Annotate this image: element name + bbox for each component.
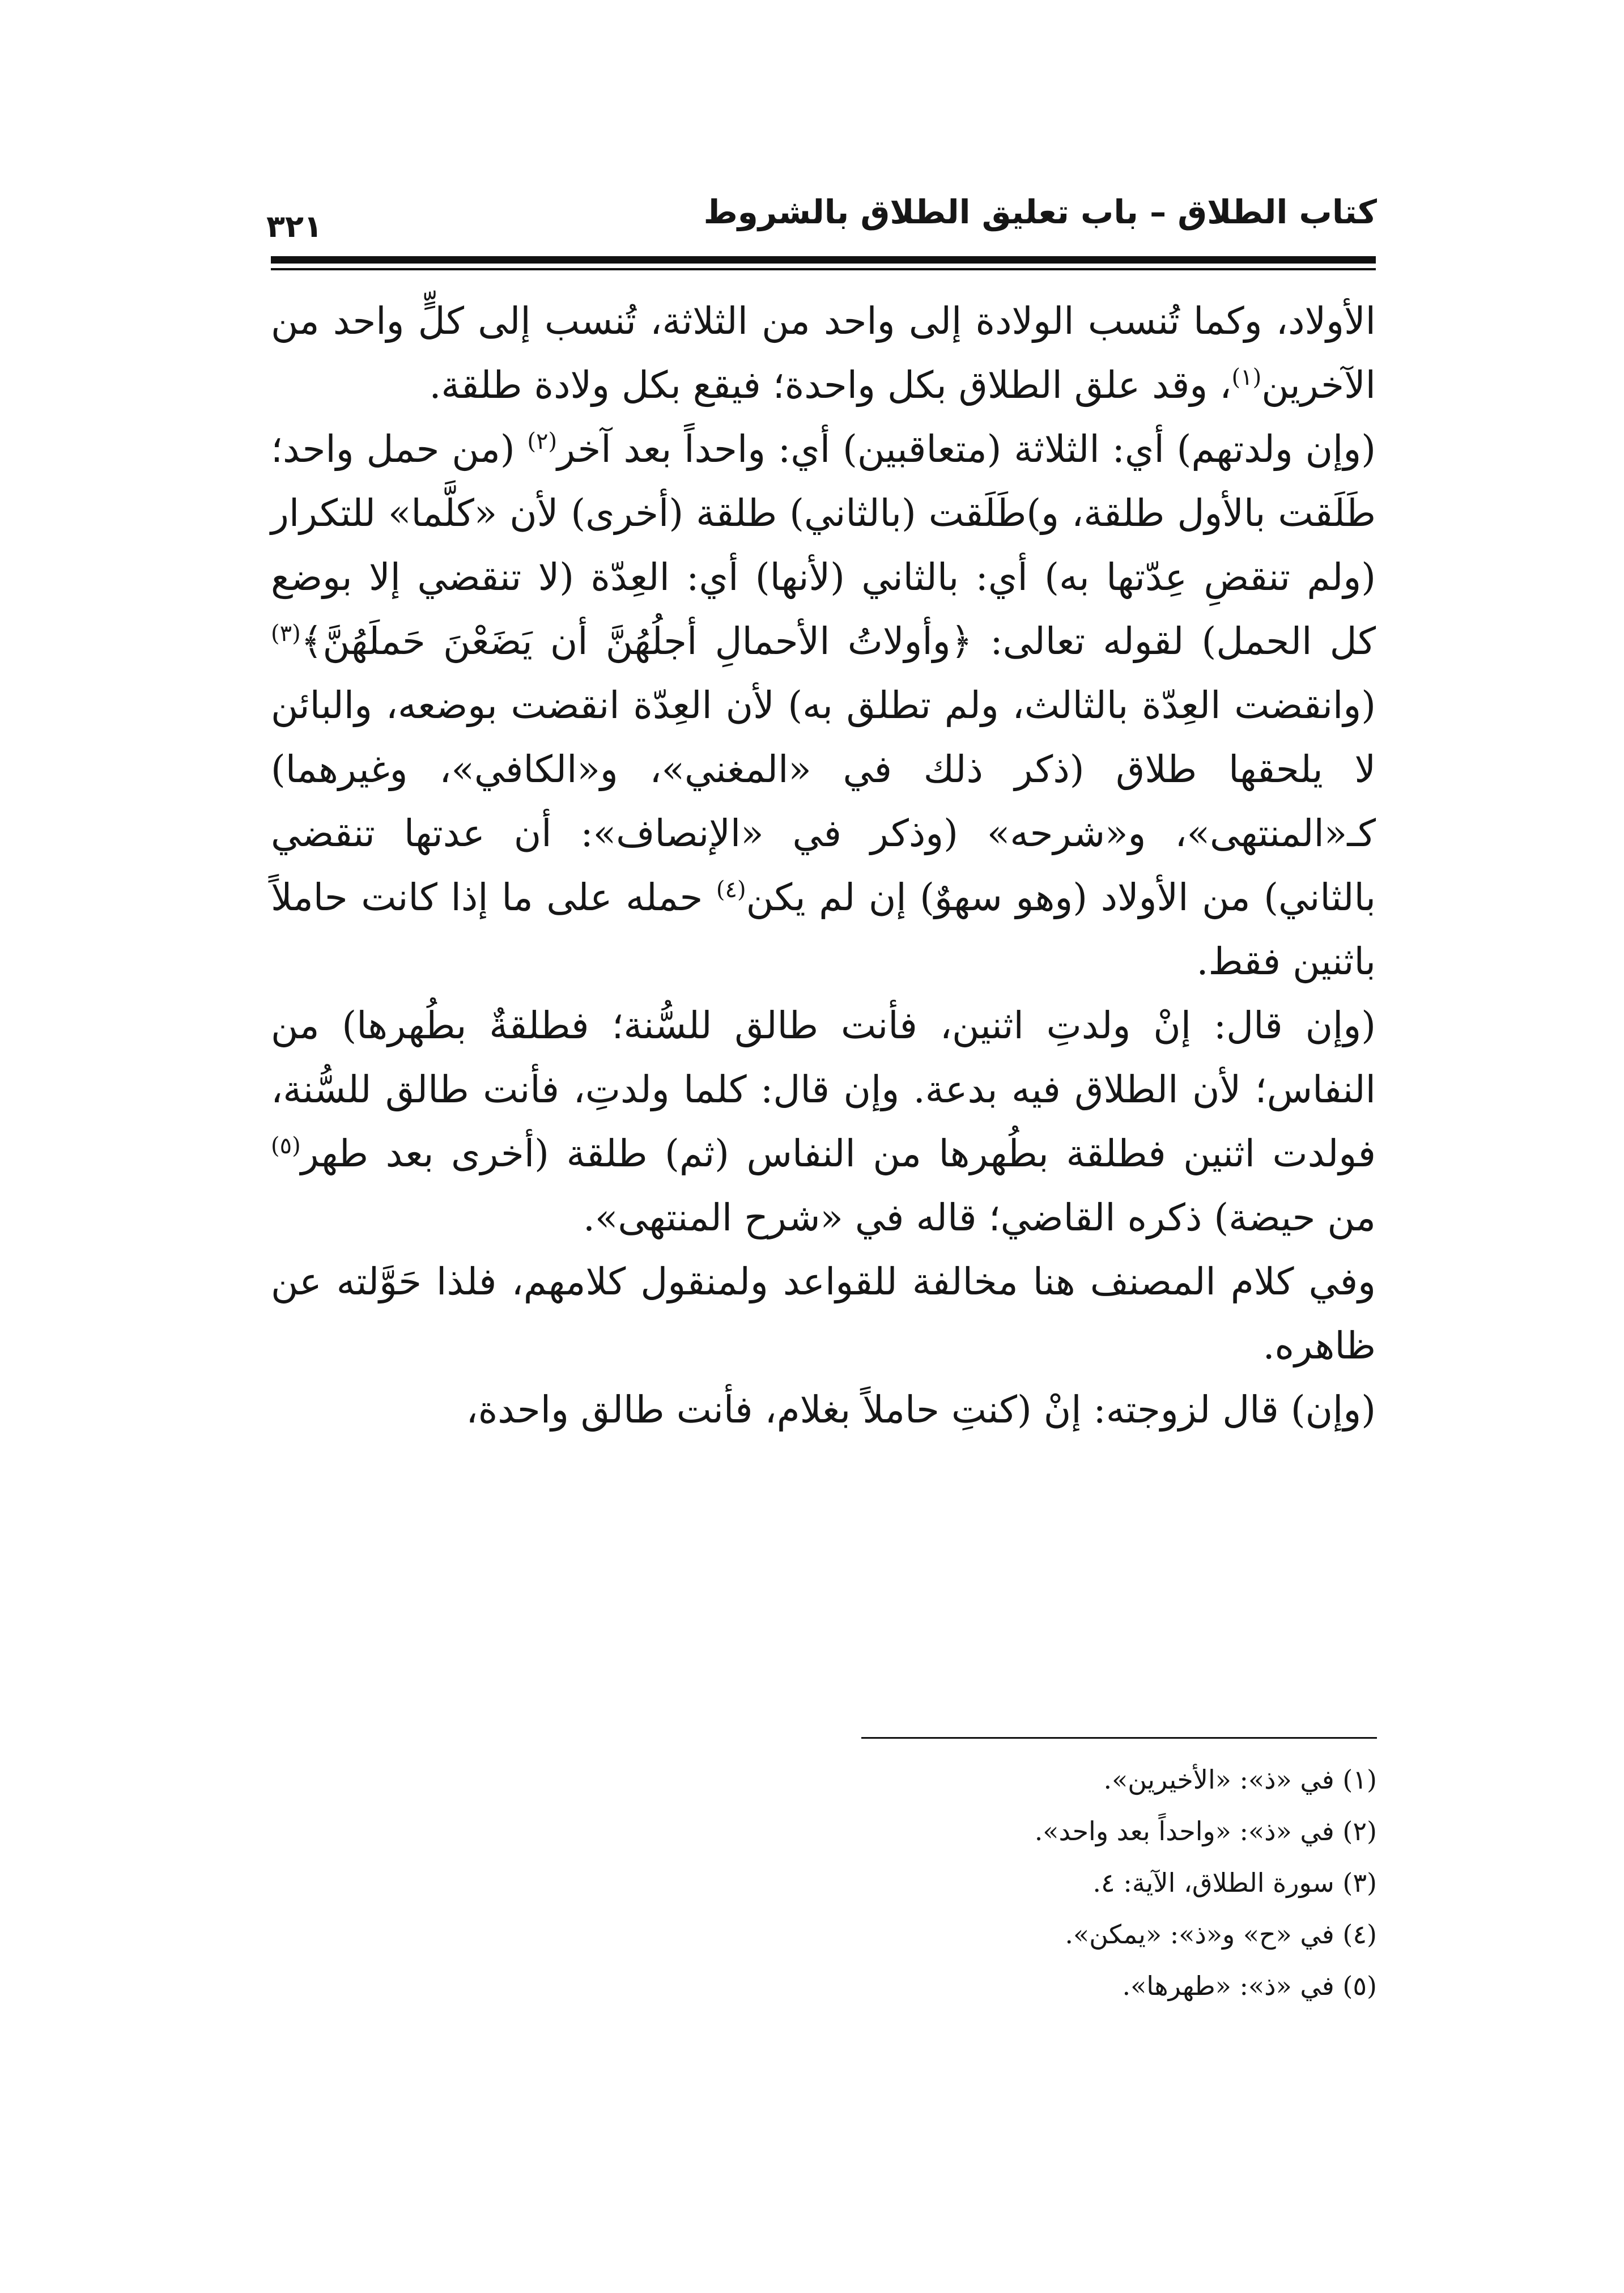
paragraph-1 [271,289,1376,417]
footnote-ref: (١) [1231,364,1262,390]
paragraph-2 [271,417,1376,993]
footnote-1: (١) في «ذ»: «الأخيرين». [1103,1764,1377,1795]
footnote-ref: (٢) [527,428,558,455]
footnotes [680,1754,1377,2012]
text-segment: من حيضة) ذكره القاضي؛ قاله في «شرح المنتهى». [583,1196,1376,1239]
running-title: كتاب الطلاق – باب تعليق الطلاق بالشروط [703,193,1377,231]
text-segment: الأولاد، وكما تُنسب الولادة إلى واحد من الثلاثة، تُنسب إلى كلٍّ واحد من الآخرين [271,299,1376,407]
header-rule-thin [271,268,1376,270]
footnote-3: (٣) سورة الطلاق، الآية: ٤. [1092,1867,1377,1898]
footnote-5: (٥) في «ذ»: «طهرها». [1122,1971,1377,2001]
footnote-separator [861,1737,1377,1739]
text-segment: حمله على ما إذا كانت حاملاً باثنين فقط. [271,876,1376,983]
page-header [266,187,1377,249]
text-segment: (من حمل واحد؛ طَلَقت بالأول طلقة، و)طَلَقت (بالثاني) طلقة (أخرى) لأن «كلَّما» للتكرار (ولم تنقضِ عِدّتها به) أي: بالثاني (لأنها) أي: العِدّة (لا تنقضي إلا بوضع كل الحمل) لقوله تعالى: ﴿وأولاتُ الأحمالِ أجلُهُنَّ أن يَضَعْنَ حَملَهُنَّ﴾ [271,427,1376,663]
text-segment: (وإن ولدتهم) أي: الثلاثة (متعاقبين) أي: واحداً بعد آخر [557,427,1376,471]
main-text [271,289,1376,1442]
paragraph-3 [271,993,1376,1250]
paragraph-5: (وإن) قال لزوجته: إنْ (كنتِ حاملاً بغلام، فأنت طالق واحدة، [466,1388,1376,1432]
header-rule-thick [271,256,1376,264]
page-number: ٣٢١ [266,209,322,244]
text-segment: (وإن قال: إنْ ولدتِ اثنين، فأنت طالق للسُّنة؛ فطلقةٌ بطُهرها) من النفاس؛ لأن الطلاق فيه بدعة. وإن قال: كلما ولدتِ، فأنت طالق للسُّنة، فولدت اثنين فطلقة بطُهرها من النفاس (ثم) طلقة (أخرى بعد طهر [271,1004,1376,1175]
footnote-ref: (٣) [271,621,301,647]
text-segment: (وانقضت العِدّة بالثالث، ولم تطلق به) لأن العِدّة انقضت بوضعه، والبائن لا يلحقها طلاق (ذكر ذلك في «المغني»، و«الكافي»، وغيرهما) كـ«المنتهى»، و«شرحه» (وذكر في «الإنصاف»: أن عدتها تنقضي بالثاني) من الأولاد (وهو سهوٌ) إن لم يكن [271,683,1376,919]
footnote-ref: (٤) [716,877,746,903]
paragraph-4: وفي كلام المصنف هنا مخالفة للقواعد ولمنقول كلامهم، فلذا حَوَّلته عن ظاهره. [271,1260,1376,1368]
footnote-2: (٢) في «ذ»: «واحداً بعد واحد». [1034,1816,1377,1846]
text-segment: ، وقد علق الطلاق بكل واحدة؛ فيقع بكل ولادة طلقة. [429,363,1232,407]
footnote-4: (٤) في «ح» و«ذ»: «يمكن». [1065,1919,1377,1950]
footnote-ref: (٥) [271,1133,301,1159]
